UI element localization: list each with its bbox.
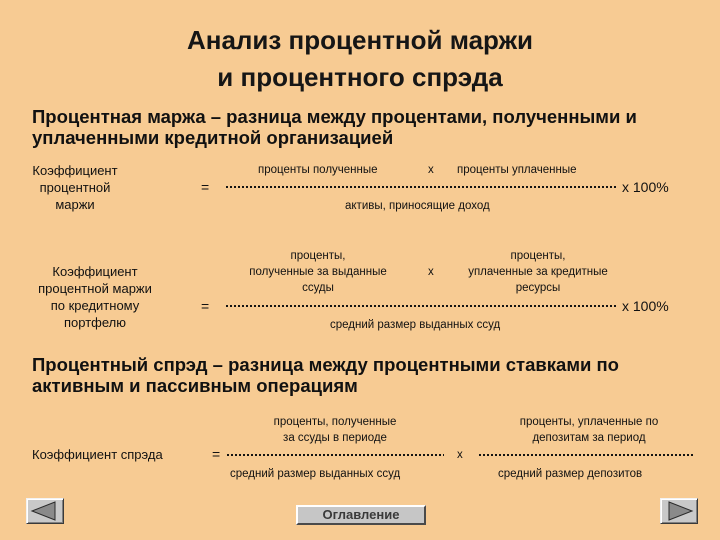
formula3-times: х xyxy=(457,449,463,461)
formula3-right-fraction-line xyxy=(478,454,694,456)
formula2-numerator-right-line-3: ресурсы xyxy=(515,282,561,294)
page-title xyxy=(0,22,720,96)
formula3-right-numerator-line-1: проценты, уплаченные по xyxy=(519,416,659,428)
title-line-1: Анализ процентной маржи xyxy=(186,25,534,55)
formula1-equals: = xyxy=(201,179,210,195)
formula2-label-line-3: по кредитному xyxy=(50,298,140,313)
formula1-times: х xyxy=(428,164,434,176)
formula2-denominator: средний размер выданных ссуд xyxy=(330,319,501,331)
formula3-label: Коэффициент спрэда xyxy=(32,447,163,462)
formula2-label xyxy=(20,263,170,331)
formula2-times: х xyxy=(428,266,434,278)
formula2-numerator-left-line-3: ссуды xyxy=(302,282,334,294)
table-of-contents-button[interactable]: Оглавление xyxy=(296,505,426,525)
formula3-left-denominator: средний размер выданных ссуд xyxy=(230,468,401,480)
formula1-label-line-3: маржи xyxy=(55,197,95,212)
next-slide-button[interactable] xyxy=(660,498,698,524)
arrow-right-icon xyxy=(661,499,697,523)
formula2-multiplier: х 100% xyxy=(622,298,669,314)
formula2-fraction-line xyxy=(225,305,617,307)
title-line-2: и процентного спрэда xyxy=(217,62,503,92)
formula3-left-numerator-line-1: проценты, полученные xyxy=(273,416,397,428)
margin-definition-line-2: уплаченными кредитной организацией xyxy=(32,127,394,148)
formula3-right-numerator-line-2: депозитам за период xyxy=(532,432,646,444)
formula1-numerator-left: проценты полученные xyxy=(258,164,378,176)
formula2-label-line-2: процентной маржи xyxy=(38,281,152,296)
margin-definition-line-1: Процентная маржа – разница между процентами, полученными и xyxy=(32,106,637,127)
formula1-label xyxy=(20,162,130,213)
formula1-label-line-2: процентной xyxy=(39,180,111,195)
formula1-label-line-1: Коэффициент xyxy=(32,163,118,178)
formula2-numerator-right-line-2: уплаченные за кредитные xyxy=(468,266,608,278)
formula2-label-line-1: Коэффициент xyxy=(52,264,138,279)
formula3-right-numerator xyxy=(486,414,692,446)
formula2-numerator-right-line-1: проценты, xyxy=(510,250,566,262)
prev-slide-button[interactable] xyxy=(26,498,64,524)
formula2-numerator-left-line-2: полученные за выданные xyxy=(249,266,387,278)
margin-definition xyxy=(32,106,637,148)
formula3-left-fraction-line xyxy=(226,454,444,456)
formula2-label-line-4: портфелю xyxy=(64,315,126,330)
formula3-left-numerator-line-2: за ссуды в периоде xyxy=(283,432,387,444)
formula3-equals: = xyxy=(212,446,221,462)
formula1-numerator-right: проценты уплаченные xyxy=(457,164,577,176)
formula3-left-numerator xyxy=(230,414,440,446)
formula2-numerator-left-line-1: проценты, xyxy=(290,250,346,262)
formula1-denominator: активы, приносящие доход xyxy=(345,200,490,212)
formula2-numerator-right xyxy=(446,248,630,296)
formula1-multiplier: х 100% xyxy=(622,179,669,195)
formula2-numerator-left xyxy=(222,248,414,296)
arrow-left-icon xyxy=(27,499,63,523)
formula1-fraction-line xyxy=(225,186,617,188)
spread-definition-line-1: Процентный спрэд – разница между процентными ставками по xyxy=(32,354,619,375)
formula3-right-denominator: средний размер депозитов xyxy=(498,468,643,480)
formula2-equals: = xyxy=(201,298,210,314)
spread-definition xyxy=(32,354,619,396)
spread-definition-line-2: активным и пассивным операциям xyxy=(32,375,358,396)
